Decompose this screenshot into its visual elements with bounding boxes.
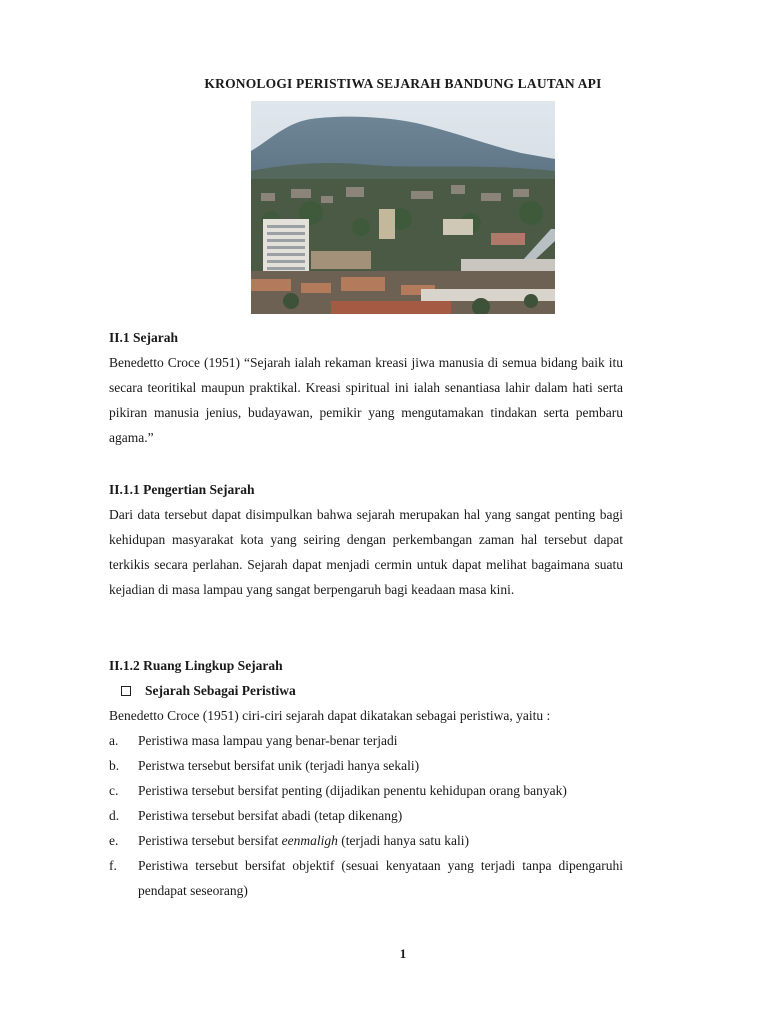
section-pengertian-sejarah: [109, 477, 623, 602]
list-marker: b.: [109, 758, 120, 773]
list-item: [109, 803, 623, 828]
list-text-italic: eenmaligh: [281, 833, 338, 848]
list-item: [109, 728, 623, 753]
list-marker: e.: [109, 833, 119, 848]
bullet-item: [109, 678, 623, 703]
list-text: [138, 828, 623, 853]
checkbox-bullet-icon: [121, 686, 131, 696]
list-text: Peristwa tersebut bersifat unik (terjadi hanya sekali): [138, 758, 420, 773]
list-intro: Benedetto Croce (1951) ciri-ciri sejarah dapat dikatakan sebagai peristiwa, yaitu :: [109, 708, 551, 723]
bullet-label: Sejarah Sebagai Peristiwa: [145, 683, 296, 698]
list-marker: d.: [109, 808, 120, 823]
list-item: [109, 853, 623, 903]
section-sejarah: [109, 325, 623, 450]
list-marker: c.: [109, 783, 119, 798]
list-text: Peristiwa tersebut bersifat abadi (tetap dikenang): [138, 808, 403, 823]
list-text: Peristiwa tersebut bersifat penting (dijadikan penentu kehidupan orang banyak): [138, 783, 567, 798]
section-ruang-lingkup: [109, 653, 623, 903]
list-item: [109, 778, 623, 803]
section-heading: II.1.1 Pengertian Sejarah: [109, 482, 255, 497]
city-mountain-photo: [251, 101, 555, 314]
section-heading: II.1.2 Ruang Lingkup Sejarah: [109, 658, 283, 673]
list-text-part: Peristiwa tersebut bersifat: [138, 833, 282, 848]
section-heading: II.1 Sejarah: [109, 330, 179, 345]
list-item: [109, 828, 623, 853]
list-text: Peristiwa masa lampau yang benar-benar terjadi: [138, 733, 398, 748]
page-number: 1: [399, 946, 407, 961]
document-title: KRONOLOGI PERISTIWA SEJARAH BANDUNG LAUTAN API: [204, 76, 602, 91]
list-marker: a.: [109, 733, 119, 748]
section-paragraph: Dari data tersebut dapat disimpulkan bahwa sejarah merupakan hal yang sangat penting bagi kehidupan masyarakat kota yang seiring dengan perkembangan zaman hal tersebut dapat terkikis secara perlahan. Sejarah dapat menjadi cermin untuk dapat melihat bagaimana suatu kejadian di masa lampau yang sangat berpengaruh bagi keadaan masa kini.: [109, 507, 623, 597]
section-paragraph: Benedetto Croce (1951) “Sejarah ialah rekaman kreasi jiwa manusia di semua bidang baik itu secara teoritikal maupun praktikal. Kreasi spiritual ini ialah senantiasa lahir dalam hati serta pikiran manusia jenius, budayawan, pemikir yang mengutamakan tindakan serta pembaru agama.”: [109, 355, 623, 445]
list-marker: f.: [109, 858, 117, 873]
list-text-part: (terjadi hanya satu kali): [337, 833, 470, 848]
list-text: Peristiwa tersebut bersifat objektif (sesuai kenyataan yang terjadi tanpa dipengaruhi pendapat seseorang): [138, 858, 623, 898]
list-item: [109, 753, 623, 778]
